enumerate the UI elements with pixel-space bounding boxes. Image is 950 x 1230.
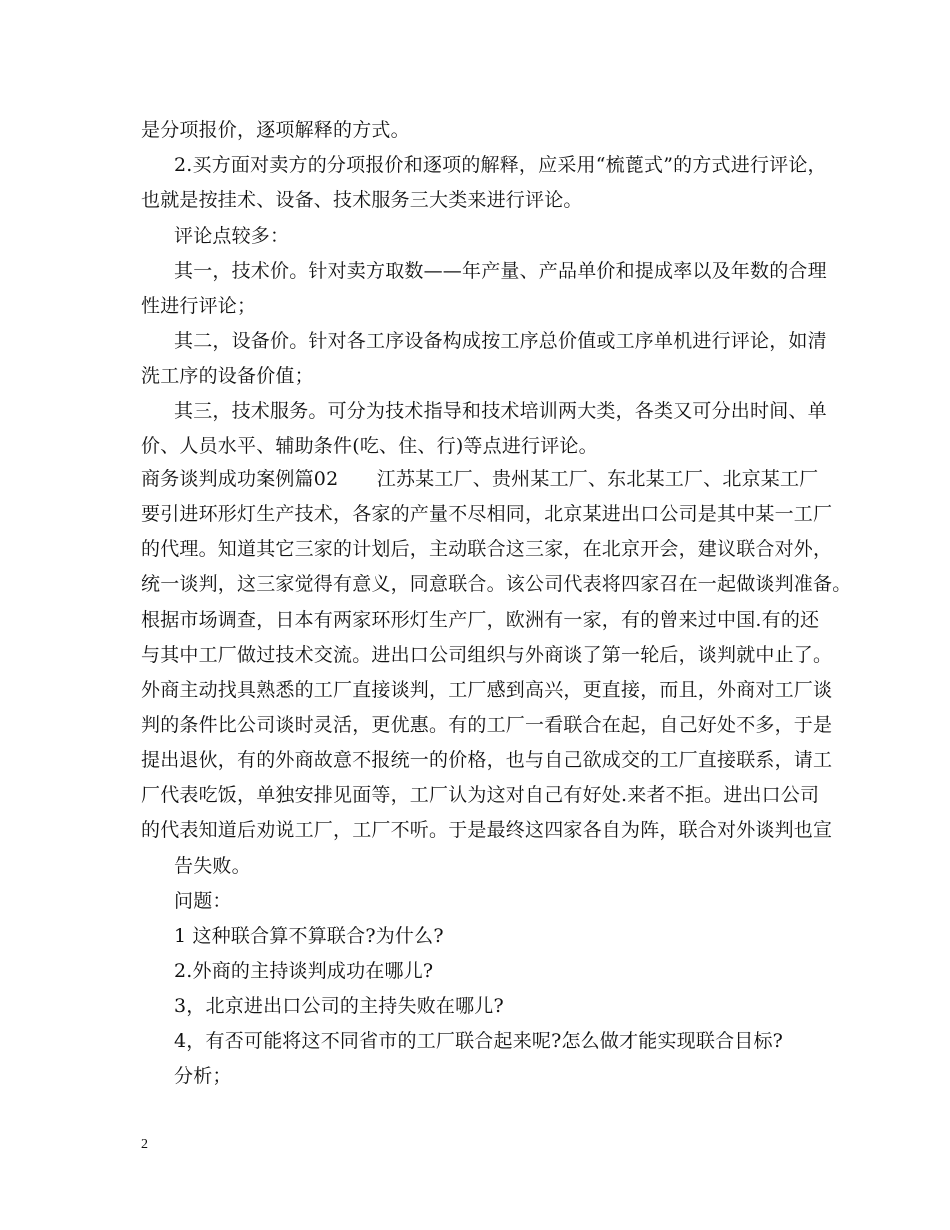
text-line-10: 价、人员水平、辅助条件(吃、住、行)等点进行评论。 — [141, 435, 598, 457]
text-line-13: 的代理。知道其它三家的计划后，主动联合这三家，在北京开会，建议联合对外， — [141, 538, 833, 560]
text-line-9: 其三，技术服务。可分为技术指导和技术培训两大类，各类又可分出时间、单 — [174, 400, 827, 422]
text-line-28: 分析； — [174, 1065, 232, 1087]
text-line-21: 的代表知道后劝说工厂，工厂不听。于是最终这四家各自为阵，联合对外谈判也宣 — [141, 819, 833, 841]
text-line-24: 1 这种联合算不算联合?为什么? — [174, 925, 444, 947]
text-line-25: 2.外商的主持谈判成功在哪儿? — [174, 960, 434, 982]
text-line-2: 2.买方面对卖方的分项报价和逐项的解释，应采用“梳蓖式”的方式进行评论， — [174, 154, 827, 176]
text-line-3: 也就是按挂术、设备、技术服务三大类来进行评论。 — [141, 189, 583, 211]
text-line-4: 评论点较多： — [174, 225, 290, 247]
text-line-11: 商务谈判成功案例篇02 江苏某工厂、贵州某工厂、东北某工厂、北京某工厂 — [141, 468, 819, 490]
text-line-26: 3，北京进出口公司的主持失败在哪儿? — [174, 995, 504, 1017]
text-line-23: 问题： — [174, 890, 232, 912]
text-line-12: 要引进环形灯生产技术，各家的产量不尽相同，北京某进出口公司是其中某一工厂 — [141, 503, 833, 525]
text-line-17: 外商主动找具熟悉的工厂直接谈判，工厂感到高兴，更直接，而且，外商对工厂谈 — [141, 679, 833, 701]
text-line-22: 告失败。 — [174, 855, 251, 877]
text-line-8: 洗工序的设备价值； — [141, 365, 314, 387]
page-number: 2 — [141, 1137, 148, 1152]
text-line-6: 性进行评论； — [141, 295, 257, 317]
text-line-1: 是分项报价，逐项解释的方式。 — [141, 119, 410, 141]
text-line-18: 判的条件比公司谈时灵活，更优惠。有的工厂一看联合在起，自己好处不多，于是 — [141, 714, 833, 736]
text-line-7: 其二，设备价。针对各工序设备构成按工序总价值或工序单机进行评论，如清 — [174, 330, 827, 352]
text-line-5: 其一，技术价。针对卖方取数——年产量、产品单价和提成率以及年数的合理 — [174, 260, 827, 282]
text-line-27: 4，有否可能将这不同省市的工厂联合起来呢?怎么做才能实现联合目标? — [174, 1030, 784, 1052]
text-line-20: 厂代表吃饭，单独安排见面等，工厂认为这对自己有好处.来者不拒。进出口公司 — [141, 784, 820, 806]
text-line-14: 统一谈判，这三家觉得有意义，同意联合。该公司代表将四家召在一起做谈判准备。 — [141, 573, 852, 595]
text-line-19: 提出退伙，有的外商故意不报统一的价格，也与自己欲成交的工厂直接联系，请工 — [141, 749, 833, 771]
text-line-16: 与其中工厂做过技术交流。进出口公司组织与外商谈了第一轮后，谈判就中止了。 — [141, 644, 833, 666]
text-line-15: 根据市场调查，日本有两家环形灯生产厂，欧洲有一家，有的曾来过中国.有的还 — [141, 609, 820, 631]
